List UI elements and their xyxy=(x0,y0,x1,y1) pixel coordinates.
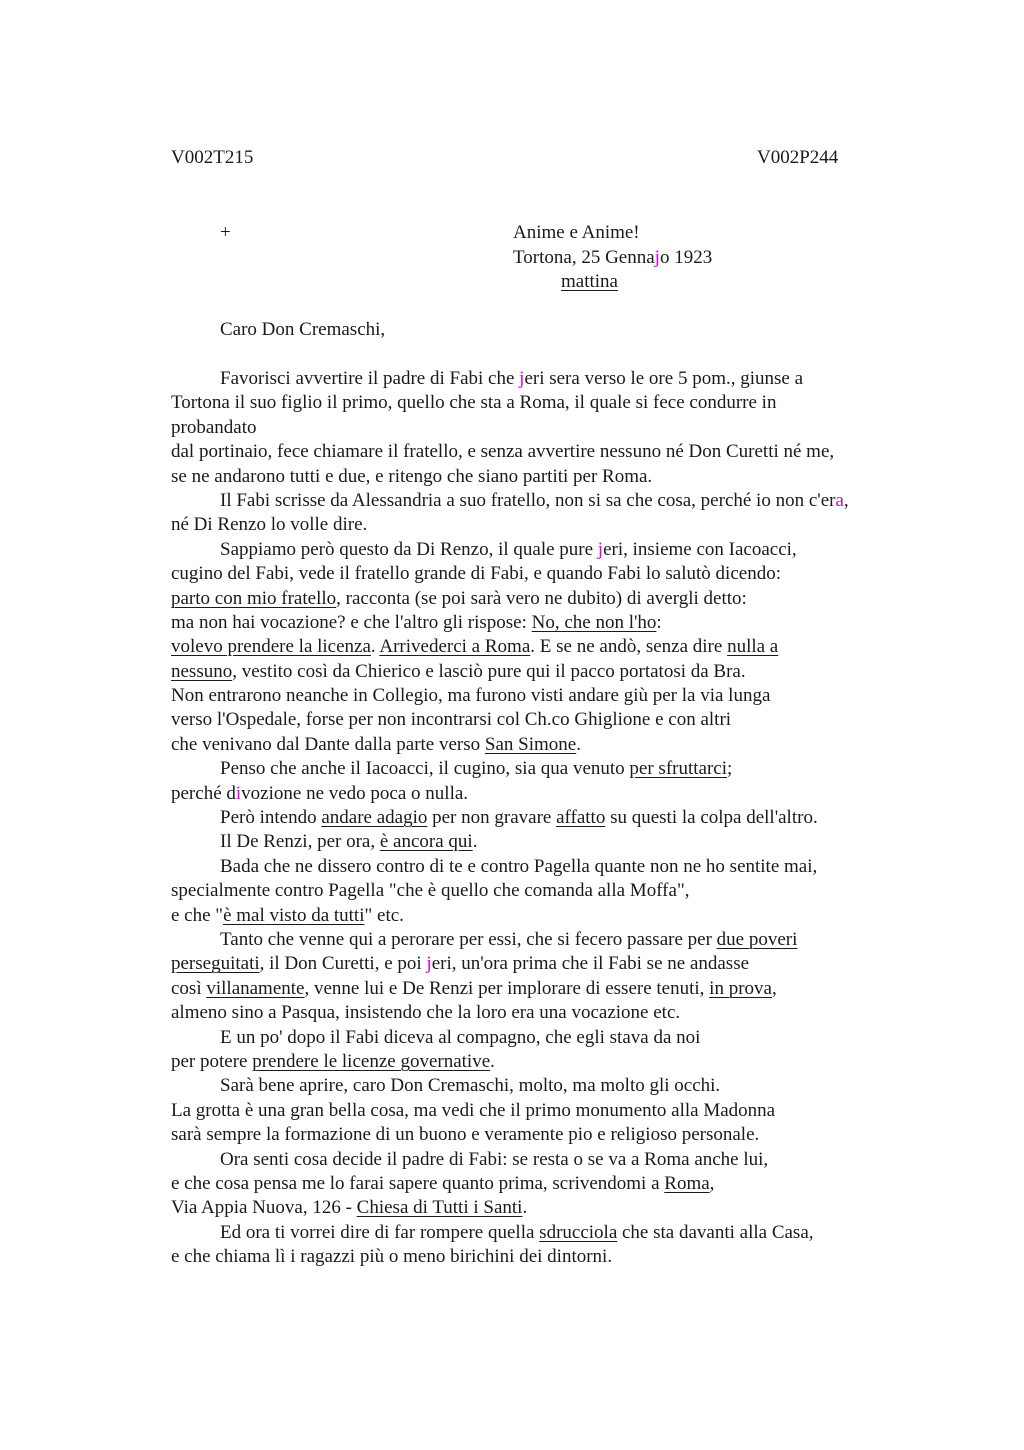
cross-mark: + xyxy=(220,222,231,243)
body-text: e che chiama lì i ragazzi più o meno birichini dei dintorni. xyxy=(171,1246,613,1268)
body-line xyxy=(171,1050,911,1074)
body-text: Via Appia Nuova, 126 - xyxy=(171,1197,357,1219)
highlight-letter: j xyxy=(597,538,604,560)
highlight-letter: j xyxy=(426,953,432,975)
body-text: Bada che ne dissero contro di te e contro Pagella quante non ne ho sentite mai, xyxy=(220,855,818,877)
body-line xyxy=(171,611,911,635)
body-line xyxy=(171,1148,911,1172)
body-text: almeno sino a Pasqua, insistendo che la loro era una vocazione etc. xyxy=(171,1002,681,1024)
body-text: . xyxy=(490,1050,495,1072)
underlined-text: è mal visto da tutti xyxy=(223,904,365,926)
body-line xyxy=(171,587,911,611)
underlined-text: affatto xyxy=(556,807,606,829)
body-text: perché d xyxy=(171,782,236,804)
underlined-text: No, che non l'ho xyxy=(531,611,657,633)
body-line xyxy=(171,465,911,489)
body-line xyxy=(171,757,911,781)
body-line xyxy=(171,416,911,440)
underlined-text: per sfruttarci xyxy=(629,758,728,780)
body-text: Sappiamo però questo da Di Renzo, il quale pure xyxy=(220,538,598,560)
body-text: e che " xyxy=(171,904,224,926)
body-text: Ora senti cosa decide il padre di Fabi: se resta o se va a Roma anche lui, xyxy=(220,1148,769,1170)
body-text: Favorisci avvertire il padre di Fabi che xyxy=(220,368,520,389)
body-text: , xyxy=(709,1172,715,1194)
body-line xyxy=(171,1099,911,1123)
body-line xyxy=(171,1172,911,1196)
body-line xyxy=(171,562,911,586)
body-text: se ne andarono tutti e due, e ritengo che siano partiti per Roma. xyxy=(171,465,653,487)
underlined-text: Roma xyxy=(664,1172,710,1194)
document-code-right: V002P244 xyxy=(757,147,839,168)
body-text: dal portinaio, fece chiamare il fratello, e senza avvertire nessuno né Don Curetti né me, xyxy=(171,441,835,463)
body-text: , venne lui e De Renzi per implorare di essere tenuti, xyxy=(304,977,710,999)
body-line xyxy=(171,1074,911,1098)
body-line xyxy=(171,489,911,513)
body-line xyxy=(171,635,911,659)
body-text: . xyxy=(472,831,478,853)
body-line xyxy=(171,391,911,415)
body-text: Penso che anche il Iacoacci, il cugino, sia qua venuto xyxy=(220,758,630,780)
body-line xyxy=(171,1001,911,1025)
body-text: . xyxy=(522,1197,528,1219)
body-text: " etc. xyxy=(364,904,404,926)
body-line xyxy=(171,513,911,537)
underlined-text: parto con mio fratello xyxy=(171,587,337,609)
document-code-left: V002T215 xyxy=(171,147,254,168)
body-text: Ed ora ti vorrei dire di far rompere quella xyxy=(220,1221,540,1243)
heading-time: mattina xyxy=(561,271,618,292)
body-line xyxy=(171,1196,911,1220)
body-line xyxy=(171,440,911,464)
body-line xyxy=(171,1026,911,1050)
underlined-text: è ancora qui xyxy=(379,831,473,853)
body-text: E un po' dopo il Fabi diceva al compagno, che egli stava da noi xyxy=(220,1026,701,1048)
body-line xyxy=(171,782,911,806)
body-line xyxy=(171,806,911,830)
highlight-letter: j xyxy=(519,368,525,389)
body-text: eri, un'ora prima che il Fabi se ne andasse xyxy=(431,953,750,975)
body-line xyxy=(171,879,911,903)
body-text: Tortona il suo figlio il primo, quello che sta a Roma, il quale si fece condurre in xyxy=(171,392,777,414)
highlight-letter: i xyxy=(235,782,242,804)
body-line xyxy=(171,708,911,732)
body-text: Il Fabi scrisse da Alessandria a suo fratello, non si sa che cosa, perché io non c'er xyxy=(220,489,836,511)
body-line xyxy=(171,660,911,684)
body-line xyxy=(171,855,911,879)
body-text: La grotta è una gran bella cosa, ma vedi che il primo monumento alla Madonna xyxy=(171,1099,776,1121)
body-text: e che cosa pensa me lo farai sapere quanto prima, scrivendomi a xyxy=(171,1172,665,1194)
body-text: specialmente contro Pagella "che è quello che comanda alla Moffa", xyxy=(171,880,690,902)
body-line xyxy=(171,830,911,854)
underlined-text: Chiesa di Tutti i Santi xyxy=(356,1197,523,1219)
heading-title: Anime e Anime! xyxy=(513,222,640,243)
underlined-text: volevo prendere la licenza xyxy=(171,636,371,658)
body-text: , racconta (se poi sarà vero ne dubito) di avergli detto: xyxy=(336,587,747,609)
underlined-text: San Simone xyxy=(484,733,577,755)
body-text: per non gravare xyxy=(427,807,557,829)
body-text: Non entrarono neanche in Collegio, ma furono visti andare giù per la via lunga xyxy=(171,685,771,707)
body-text: . xyxy=(576,733,581,755)
body-line xyxy=(171,928,911,952)
body-text: per potere xyxy=(171,1050,253,1072)
underlined-text: nessuno xyxy=(171,660,233,682)
body-text: che sta davanti alla Casa, xyxy=(617,1221,814,1243)
body-text: eri sera verso le ore 5 pom., giunse a xyxy=(524,368,804,389)
heading-date-place: Tortona, 25 Gennajo 1923 xyxy=(513,246,713,268)
body-text: né Di Renzo lo volle dire. xyxy=(171,514,368,536)
body-line xyxy=(171,684,911,708)
body-text: sarà sempre la formazione di un buono e veramente pio e religioso personale. xyxy=(171,1124,760,1146)
underlined-text: andare adagio xyxy=(321,807,428,829)
body-text: : xyxy=(656,611,662,633)
body-line xyxy=(171,733,911,757)
body-text: . E se ne andò, senza dire xyxy=(530,636,728,658)
body-line xyxy=(171,952,911,976)
body-text: verso l'Ospedale, forse per non incontrarsi col Ch.co Ghiglione e con altri xyxy=(171,709,732,731)
underlined-text: perseguitati xyxy=(171,953,260,975)
body-text: , vestito così da Chierico e lasciò pure qui il pacco portatosi da Bra. xyxy=(232,660,746,682)
highlight-letter: a xyxy=(835,489,844,511)
salutation: Caro Don Cremaschi, xyxy=(220,319,386,340)
body-text: , xyxy=(843,489,849,511)
body-text: Il De Renzi, per ora, xyxy=(220,831,380,853)
body-line xyxy=(171,1221,911,1245)
body-text: , il Don Curetti, e poi xyxy=(259,953,427,975)
underlined-text: Arrivederci a Roma xyxy=(379,636,531,658)
body-text: ; xyxy=(727,758,733,780)
body-text: Sarà bene aprire, caro Don Cremaschi, molto, ma molto gli occhi. xyxy=(220,1075,721,1097)
underlined-text: in prova xyxy=(709,977,772,999)
body-text: ma non hai vocazione? e che l'altro gli rispose: xyxy=(171,611,532,633)
body-line xyxy=(171,1245,911,1269)
body-text: Però intendo xyxy=(220,807,322,829)
underlined-text: nulla a xyxy=(727,636,779,658)
body-line xyxy=(171,1123,911,1147)
body-line xyxy=(171,538,911,562)
letter-heading xyxy=(513,221,712,295)
body-text: probandato xyxy=(171,416,257,438)
underlined-text: villanamente xyxy=(206,977,305,999)
underlined-text: sdrucciola xyxy=(539,1221,618,1243)
body-text: su questi la colpa dell'altro. xyxy=(605,807,818,829)
body-text: . xyxy=(370,636,380,658)
body-line xyxy=(171,977,911,1001)
underlined-text: due poveri xyxy=(716,928,798,950)
body-text: che venivano dal Dante dalla parte verso xyxy=(171,733,485,755)
body-text: cugino del Fabi, vede il fratello grande di Fabi, e quando Fabi lo salutò dicendo: xyxy=(171,563,781,585)
body-line xyxy=(171,904,911,928)
body-text: Tanto che venne qui a perorare per essi, che si fecero passare per xyxy=(220,928,717,950)
body-text: , xyxy=(771,977,777,999)
underlined-text: prendere le licenze governative xyxy=(252,1050,491,1072)
body-text: così xyxy=(171,977,207,999)
body-line xyxy=(171,367,911,391)
letter-body xyxy=(171,367,911,1269)
highlight-letter: j xyxy=(654,246,660,268)
body-text: eri, insieme con Iacoacci, xyxy=(603,538,797,560)
body-text: vozione ne vedo poca o nulla. xyxy=(241,782,469,804)
